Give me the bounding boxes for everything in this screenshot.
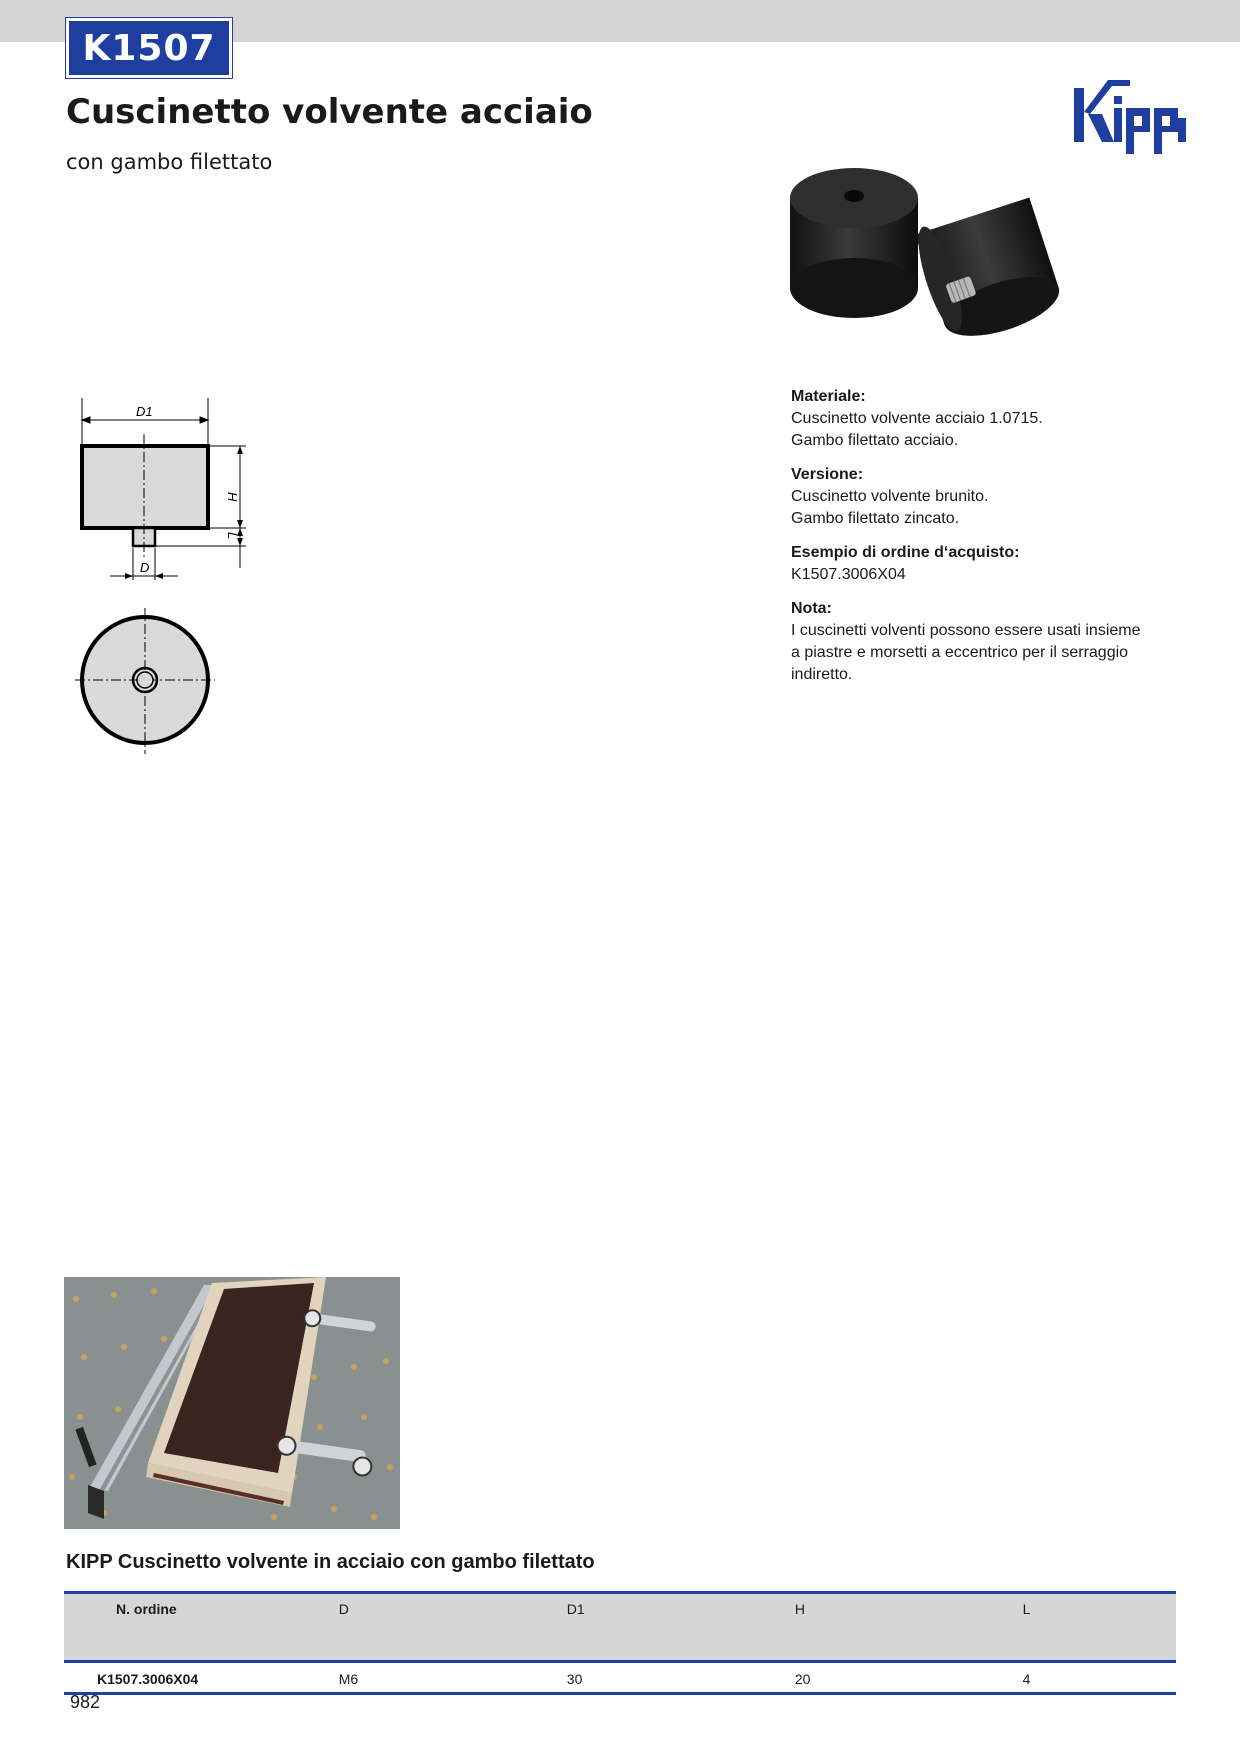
- spec-heading: Nota:: [791, 600, 832, 617]
- column-header: N. ordine: [64, 1593, 338, 1662]
- product-code-badge: K1507: [66, 18, 232, 78]
- spec-line: Gambo filettato zincato.: [791, 510, 960, 527]
- dim-label-l: L: [225, 532, 240, 540]
- application-photo: [64, 1277, 400, 1529]
- spec-line: a piastre e morsetti a eccentrico per il serraggio: [791, 644, 1129, 661]
- table-cell: 20: [794, 1662, 1022, 1694]
- spec-heading: Versione:: [791, 466, 864, 483]
- spec-material: [791, 386, 1171, 452]
- spec-heading: Materiale:: [791, 388, 866, 405]
- column-header: H: [794, 1593, 1022, 1662]
- spec-line: indiretto.: [791, 666, 853, 683]
- table-header-row: [64, 1593, 1176, 1662]
- column-header: L: [1022, 1593, 1176, 1662]
- page-title: Cuscinetto volvente acciaio: [66, 92, 593, 132]
- table-cell: M6: [338, 1662, 566, 1694]
- spec-version: [791, 464, 1171, 530]
- table-title: KIPP Cuscinetto volvente in acciaio con gambo filettato: [66, 1551, 595, 1573]
- spec-line: Cuscinetto volvente acciaio 1.0715.: [791, 410, 1043, 427]
- table-cell: 30: [566, 1662, 794, 1694]
- dim-label-d: D: [140, 560, 150, 575]
- column-header: D: [338, 1593, 566, 1662]
- table-cell: K1507.3006X04: [64, 1662, 338, 1694]
- table-cell: 4: [1022, 1662, 1176, 1694]
- technical-drawing-side-view: [70, 398, 250, 588]
- spec-order-example: [791, 542, 1171, 586]
- technical-drawing-top-view: [70, 608, 220, 758]
- product-table: [64, 1591, 1176, 1695]
- page-number: 982: [70, 1692, 101, 1712]
- spec-note: [791, 598, 1171, 686]
- column-header: D1: [566, 1593, 794, 1662]
- product-photo: [780, 168, 1080, 368]
- dim-label-h: H: [225, 492, 240, 502]
- kipp-logo: [1070, 74, 1188, 160]
- spec-line: Gambo filettato acciaio.: [791, 432, 959, 449]
- spec-line: Cuscinetto volvente brunito.: [791, 488, 989, 505]
- specifications: [791, 386, 1171, 698]
- page-subtitle: con gambo filettato: [66, 150, 273, 174]
- dim-label-d1: D1: [136, 404, 153, 419]
- spec-line: K1507.3006X04: [791, 566, 906, 583]
- spec-heading: Esempio di ordine d‘acquisto:: [791, 544, 1020, 561]
- spec-line: I cuscinetti volventi possono essere usati insieme: [791, 622, 1141, 639]
- table-row: [64, 1662, 1176, 1694]
